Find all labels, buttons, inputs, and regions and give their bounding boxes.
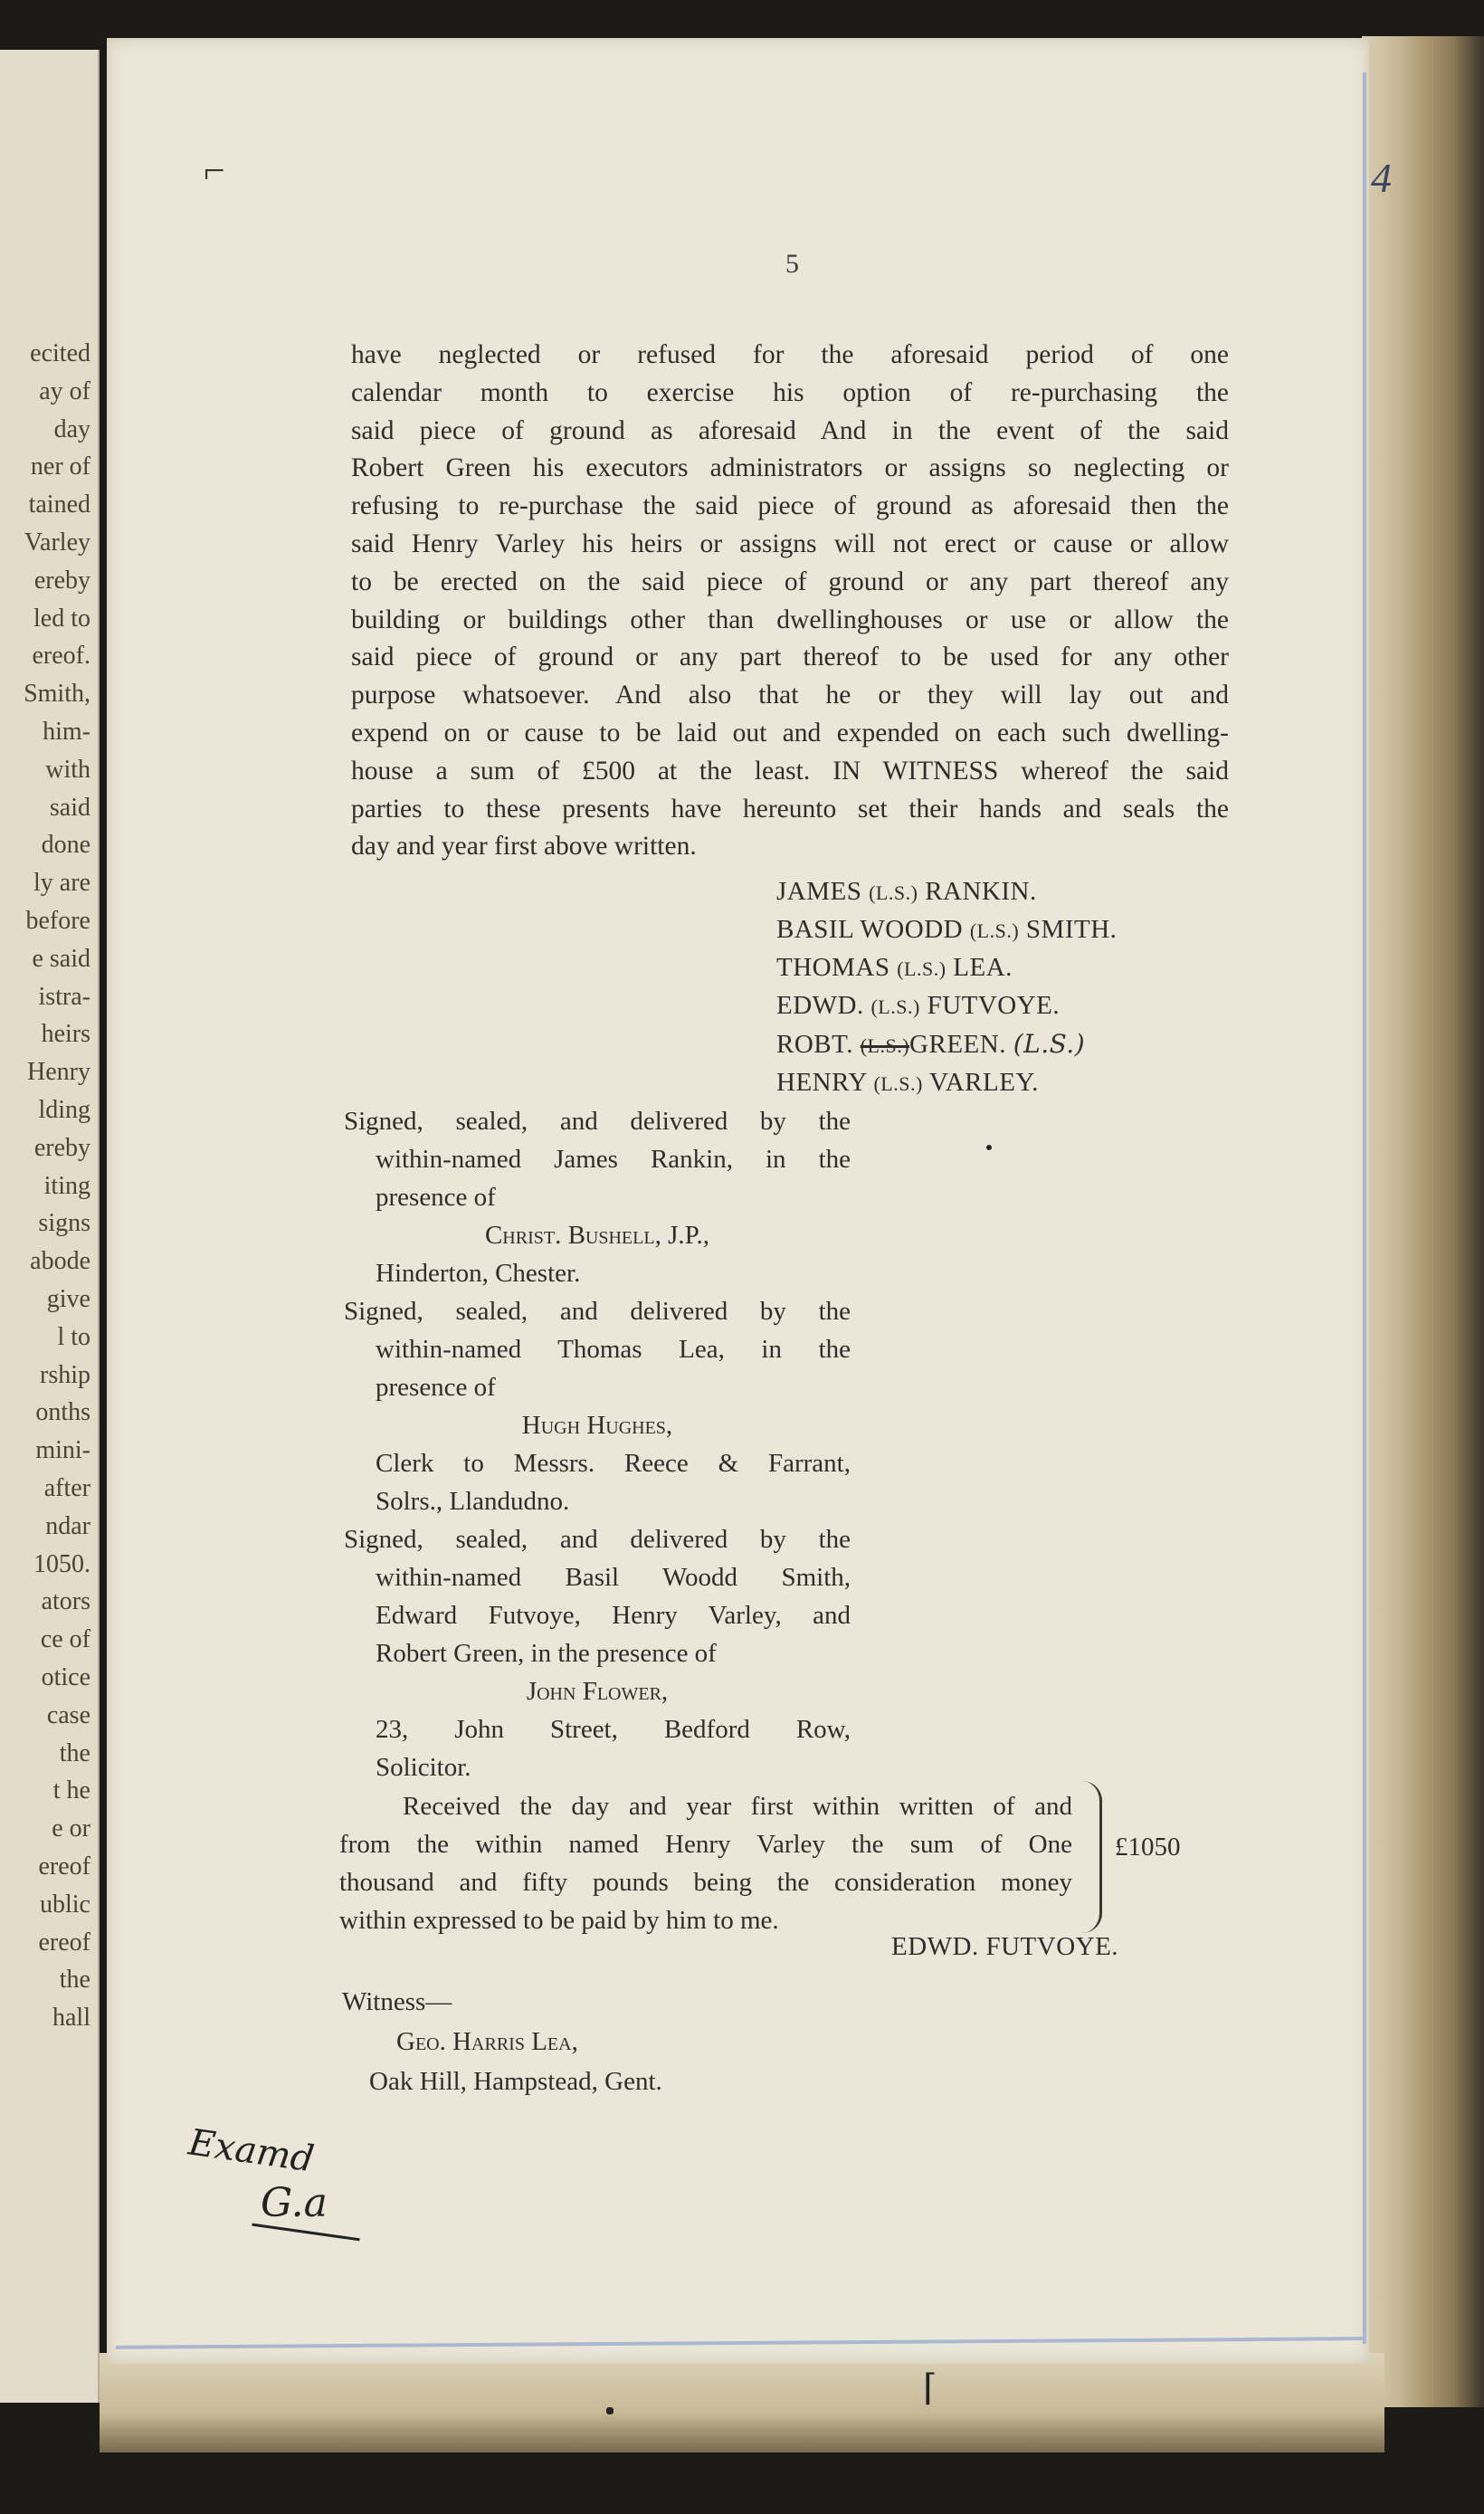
left-page-fragment: the bbox=[59, 1966, 90, 1995]
seal-mark: (L.S.) bbox=[969, 919, 1020, 942]
signatory-rankin bbox=[776, 873, 1117, 911]
receipt-line: within expressed to be paid by him to me. bbox=[339, 1906, 779, 1935]
left-page-fragment: e or bbox=[52, 1814, 90, 1843]
left-page-fragment: Henry bbox=[27, 1058, 90, 1087]
witness-address: Hinderton, Chester. bbox=[376, 1259, 581, 1288]
signatory-first: ROBT. bbox=[776, 1030, 853, 1059]
signatory-varley bbox=[776, 1064, 1117, 1102]
witness-name: Geo. Harris Lea, bbox=[396, 2027, 578, 2056]
left-page-fragment: give bbox=[46, 1285, 90, 1313]
signatory-smith bbox=[776, 911, 1117, 949]
body-line: said Henry Varley his heirs or assigns will not erect or cause or allow bbox=[351, 529, 1229, 558]
page-number: 5 bbox=[785, 249, 799, 279]
brace-icon bbox=[1081, 1781, 1102, 1933]
left-page-fragment: with bbox=[45, 755, 90, 784]
body-line: house a sum of £500 at the least. IN WITNESS whereof the said bbox=[351, 756, 1229, 786]
signatory-futvoye bbox=[776, 987, 1117, 1025]
left-page-fragment: lding bbox=[38, 1096, 90, 1124]
signatory-first: HENRY bbox=[776, 1068, 867, 1097]
handwritten-initials: G.a bbox=[261, 2180, 328, 2226]
left-page-fragment: e said bbox=[32, 944, 90, 973]
left-page-edge bbox=[0, 50, 100, 2403]
left-page-fragment: case bbox=[46, 1700, 90, 1729]
receipt-signature: EDWD. FUTVOYE. bbox=[891, 1932, 1119, 1961]
left-page-fragment: ner of bbox=[30, 452, 90, 481]
witness-address: Oak Hill, Hampstead, Gent. bbox=[369, 2067, 662, 2096]
body-line: day and year first above written. bbox=[351, 832, 697, 862]
left-page-fragment: Smith, bbox=[24, 680, 90, 709]
body-line: purpose whatsoever. And also that he or they will lay out and bbox=[351, 681, 1229, 710]
left-page-fragment: said bbox=[49, 793, 90, 822]
ink-dot bbox=[606, 2407, 614, 2414]
signatory-first: BASIL WOODD bbox=[776, 915, 964, 944]
seal-mark: (L.S.) bbox=[870, 995, 920, 1018]
body-line: have neglected or refused for the aforesaid period of one bbox=[351, 340, 1229, 369]
left-page-fragment: ators bbox=[41, 1587, 90, 1616]
left-page-fragment: hall bbox=[52, 2004, 90, 2033]
signatory-last: RANKIN. bbox=[925, 877, 1037, 906]
signatory-first: JAMES bbox=[776, 877, 862, 906]
left-page-fragment: the bbox=[59, 1738, 90, 1767]
left-page-fragment: ereof. bbox=[32, 642, 90, 671]
left-page-fragment: ly are bbox=[33, 869, 90, 898]
left-page-fragment: ereby bbox=[33, 566, 90, 595]
ink-dot bbox=[986, 1145, 992, 1150]
left-page-fragment: led to bbox=[33, 604, 90, 633]
deed-body-text bbox=[351, 337, 1229, 866]
handwritten-examined-initials bbox=[186, 2121, 328, 2226]
left-page-fragment: him- bbox=[43, 718, 90, 746]
receipt-text bbox=[339, 1787, 1072, 1939]
witness-address: Solrs., Llandudno. bbox=[376, 1487, 570, 1516]
receipt-witness bbox=[342, 1982, 662, 2101]
left-page-fragment: l to bbox=[57, 1322, 90, 1351]
body-line: expend on or cause to be laid out and expended on each such dwelling- bbox=[351, 718, 1229, 748]
left-page-fragment: ndar bbox=[45, 1511, 90, 1540]
signatory-first: THOMAS bbox=[776, 953, 890, 982]
struck-seal-mark: (L.S.) bbox=[860, 1034, 910, 1057]
body-line: calendar month to exercise his option of re-purchasing the bbox=[351, 377, 1229, 407]
left-page-fragment: ublic bbox=[40, 1890, 90, 1919]
receipt-line: from the within named Henry Varley the sum of One bbox=[339, 1830, 1072, 1859]
book-page-stack-right bbox=[1362, 36, 1484, 2407]
left-page-fragment: Varley bbox=[24, 529, 90, 557]
attestation-line: Signed, sealed, and delivered by the bbox=[344, 1525, 851, 1554]
blue-border-right bbox=[1363, 72, 1366, 2344]
left-page-fragment: iting bbox=[43, 1171, 90, 1200]
left-page-fragment: heirs bbox=[41, 1020, 90, 1049]
handwritten-examined: Examd bbox=[186, 2121, 317, 2181]
body-line: said piece of ground as aforesaid And in the event of the said bbox=[351, 415, 1229, 445]
signatory-first: EDWD. bbox=[776, 991, 864, 1020]
left-page-fragment: tained bbox=[28, 490, 90, 519]
seal-mark: (L.S.) bbox=[869, 881, 918, 904]
body-line: refusing to re-purchase the said piece of ground as aforesaid then the bbox=[351, 491, 1229, 521]
signatory-green bbox=[776, 1025, 1117, 1064]
seal-mark: (L.S.) bbox=[873, 1072, 923, 1095]
attestation-line: within-named James Rankin, in the bbox=[376, 1145, 851, 1174]
left-page-fragment: rship bbox=[40, 1360, 90, 1389]
receipt-amount: £1050 bbox=[1115, 1833, 1181, 1862]
body-line: Robert Green his executors administrators or assigns so neglecting or bbox=[351, 453, 1229, 483]
body-line: said piece of ground or any part thereof to be used for any other bbox=[351, 643, 1229, 672]
witness-name: Christ. Bushell, J.P., bbox=[484, 1221, 710, 1250]
signatory-last: LEA. bbox=[953, 953, 1013, 982]
left-page-fragment: done bbox=[41, 831, 90, 860]
body-line: building or buildings other than dwellinghouses or use or allow the bbox=[351, 605, 1229, 634]
left-page-fragment: ereby bbox=[33, 1133, 90, 1162]
body-line: to be erected on the said piece of ground or any part thereof any bbox=[351, 567, 1229, 596]
ink-mark: ⌈ bbox=[923, 2367, 937, 2408]
left-page-fragment: before bbox=[25, 907, 90, 935]
left-page-fragment: onths bbox=[35, 1398, 90, 1427]
witness-address: Clerk to Messrs. Reece & Farrant, bbox=[376, 1449, 851, 1478]
left-page-fragment: otice bbox=[41, 1663, 90, 1691]
left-page-fragment: ecited bbox=[30, 339, 90, 367]
left-page-fragment: after bbox=[43, 1474, 90, 1502]
attestation-smith-futvoye-varley-green bbox=[344, 1520, 851, 1786]
attestation-line: within-named Thomas Lea, in the bbox=[376, 1335, 851, 1364]
book-page-stack-bottom bbox=[100, 2353, 1384, 2452]
witness-name: John Flower, bbox=[526, 1677, 669, 1706]
signatory-last: GREEN. bbox=[909, 1030, 1006, 1059]
attestation-line: Signed, sealed, and delivered by the bbox=[344, 1107, 851, 1136]
witness-name: Hugh Hughes, bbox=[521, 1411, 673, 1440]
left-page-fragment: mini- bbox=[35, 1436, 90, 1465]
receipt-line: Received the day and year first within written of and bbox=[403, 1792, 1072, 1821]
witness-address: 23, John Street, Bedford Row, bbox=[376, 1715, 851, 1744]
attestation-line: Edward Futvoye, Henry Varley, and bbox=[376, 1601, 851, 1630]
signatory-last: SMITH. bbox=[1025, 915, 1118, 944]
attestation-line: Robert Green, in the presence of bbox=[376, 1639, 717, 1668]
attestation-line: Signed, sealed, and delivered by the bbox=[344, 1297, 851, 1326]
receipt-line: thousand and fifty pounds being the consideration money bbox=[339, 1868, 1072, 1897]
attestation-line: within-named Basil Woodd Smith, bbox=[376, 1563, 851, 1592]
left-page-fragment: 1050. bbox=[33, 1549, 90, 1578]
witness-label: Witness— bbox=[342, 1987, 452, 2016]
seal-mark: (L.S.) bbox=[897, 957, 947, 980]
body-line: parties to these presents have hereunto set their hands and seals the bbox=[351, 794, 1229, 824]
signatory-last: VARLEY. bbox=[929, 1068, 1039, 1097]
left-page-fragment: istra- bbox=[38, 982, 90, 1011]
folio-number: 4 bbox=[1371, 155, 1392, 201]
left-page-fragment: t he bbox=[52, 1776, 90, 1805]
witness-address: Solicitor. bbox=[376, 1753, 471, 1782]
signatory-lea bbox=[776, 949, 1117, 987]
signatories-block bbox=[776, 873, 1117, 1102]
left-page-fragment: ce of bbox=[40, 1625, 90, 1654]
signatory-last: FUTVOYE. bbox=[927, 991, 1061, 1020]
left-page-fragment: signs bbox=[38, 1209, 90, 1238]
pencil-tick-mark: ⌐ bbox=[204, 150, 225, 192]
left-page-fragment: day bbox=[53, 414, 90, 443]
left-page-fragment: ay of bbox=[39, 376, 90, 405]
left-page-fragment: abode bbox=[30, 1247, 90, 1276]
handwritten-seal-mark: (L.S.) bbox=[1013, 1029, 1086, 1059]
attestation-rankin bbox=[344, 1102, 851, 1292]
left-page-fragment: ereof bbox=[38, 1928, 90, 1957]
attestation-lea bbox=[344, 1292, 851, 1520]
attestation-line: presence of bbox=[376, 1373, 496, 1402]
left-page-fragment: ereof bbox=[38, 1852, 90, 1881]
attestation-line: presence of bbox=[376, 1183, 496, 1212]
